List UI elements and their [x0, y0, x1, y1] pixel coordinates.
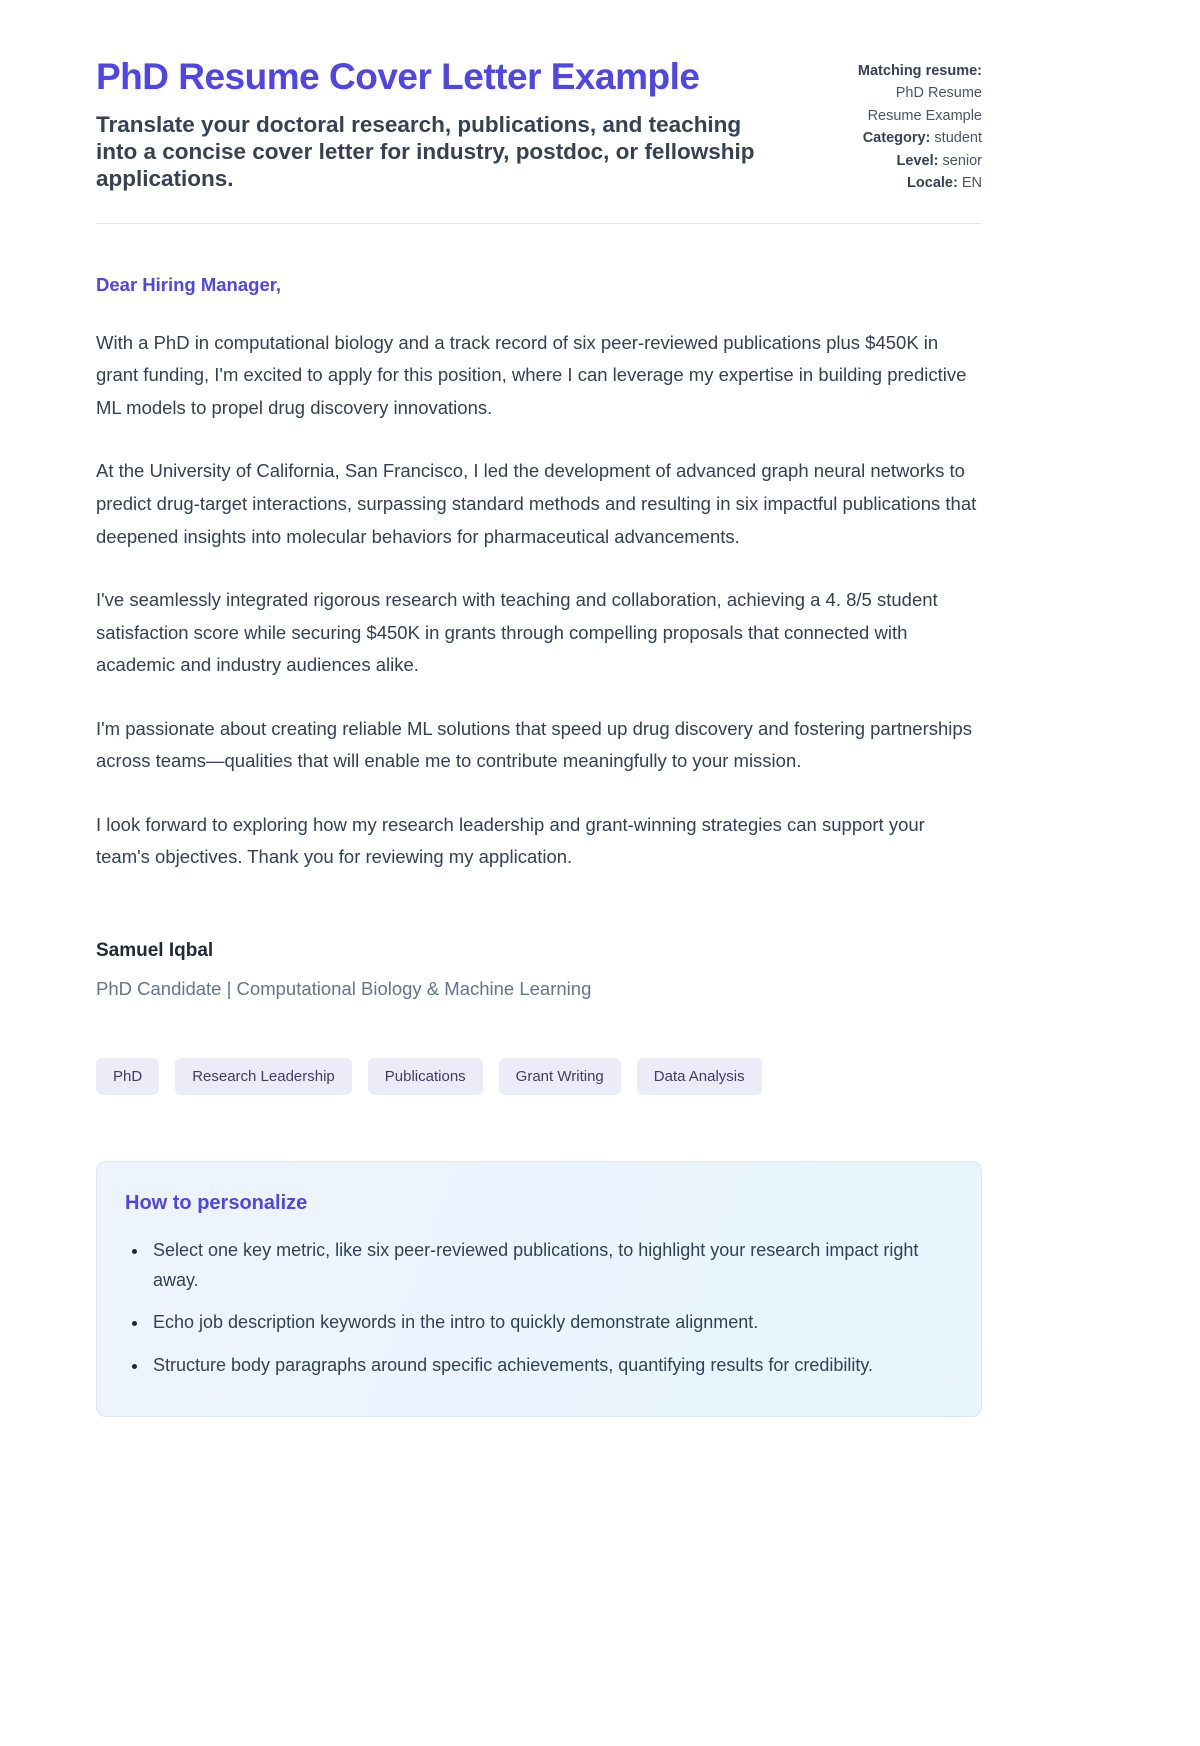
page-subtitle: Translate your doctoral research, publications, and teaching into a concise cover letter for industry, postdoc, or fellowship applications. — [96, 111, 755, 192]
category-value: student — [934, 130, 982, 147]
letter-paragraph: At the University of California, San Francisco, I led the development of advanced graph neural networks to predict drug-target interactions, surpassing standard methods and resulting in six impactful publications that deepened insights into molecular behaviors for pharmaceutical advancements. — [96, 460, 977, 547]
tag-list — [96, 1058, 982, 1095]
letter-paragraph: I've seamlessly integrated rigorous research with teaching and collaboration, achieving a 4. 8/5 student satisfaction score while securing $450K in grants through compelling proposals that connected with academic and industry audiences alike. — [96, 589, 938, 676]
tag-research-leadership: Research Leadership — [175, 1058, 352, 1095]
divider — [96, 223, 982, 224]
matching-resume-label: Matching resume: — [857, 63, 982, 79]
tag-data-analysis: Data Analysis — [637, 1058, 762, 1095]
level-line — [802, 150, 982, 172]
personalize-list — [125, 1235, 947, 1380]
personalize-box — [96, 1161, 982, 1417]
tag-grant-writing: Grant Writing — [499, 1058, 621, 1095]
salutation: Dear Hiring Manager, — [96, 273, 282, 295]
letter-paragraph: With a PhD in computational biology and a track record of six peer-reviewed publications plus $450K in grant funding, I'm excited to apply for this position, where I can leverage my expertise in building predictive ML models to propel drug discovery innovations. — [96, 331, 967, 418]
header — [96, 56, 982, 195]
personalize-title: How to personalize — [125, 1191, 308, 1214]
personalize-tip: • Structure body paragraphs around specific achievements, quantifying results for credibility. — [149, 1350, 947, 1380]
personalize-tip: • Echo job description keywords in the intro to quickly demonstrate alignment. — [149, 1307, 947, 1337]
tag-phd: PhD — [96, 1058, 159, 1095]
category-label: Category: — [862, 130, 931, 147]
personalize-tip: • Select one key metric, like six peer-reviewed publications, to highlight your research impact right away. — [149, 1235, 947, 1295]
locale-line — [802, 172, 982, 194]
page-title: PhD Resume Cover Letter Example — [96, 56, 700, 97]
locale-label: Locale: — [907, 175, 958, 192]
page — [96, 0, 982, 1507]
signature-name: Samuel Iqbal — [96, 939, 214, 961]
signature-title: PhD Candidate | Computational Biology & Machine Learning — [96, 977, 592, 999]
matching-resume-value: PhD Resume Resume Example — [867, 85, 982, 124]
category-line — [802, 127, 982, 149]
cover-letter — [96, 274, 982, 1000]
letter-paragraph: I look forward to exploring how my research leadership and grant-winning strategies can support your team's objectives. Thank you for reviewing my application. — [96, 813, 925, 868]
resume-meta — [802, 56, 982, 195]
letter-paragraph: I'm passionate about creating reliable ML solutions that speed up drug discovery and fostering partnerships across teams—qualities that will enable me to contribute meaningfully to your mission. — [96, 717, 972, 772]
tag-publications: Publications — [368, 1058, 483, 1095]
header-left — [96, 56, 774, 195]
locale-value: EN — [961, 175, 982, 192]
level-value: senior — [942, 152, 982, 169]
level-label: Level: — [896, 152, 939, 169]
